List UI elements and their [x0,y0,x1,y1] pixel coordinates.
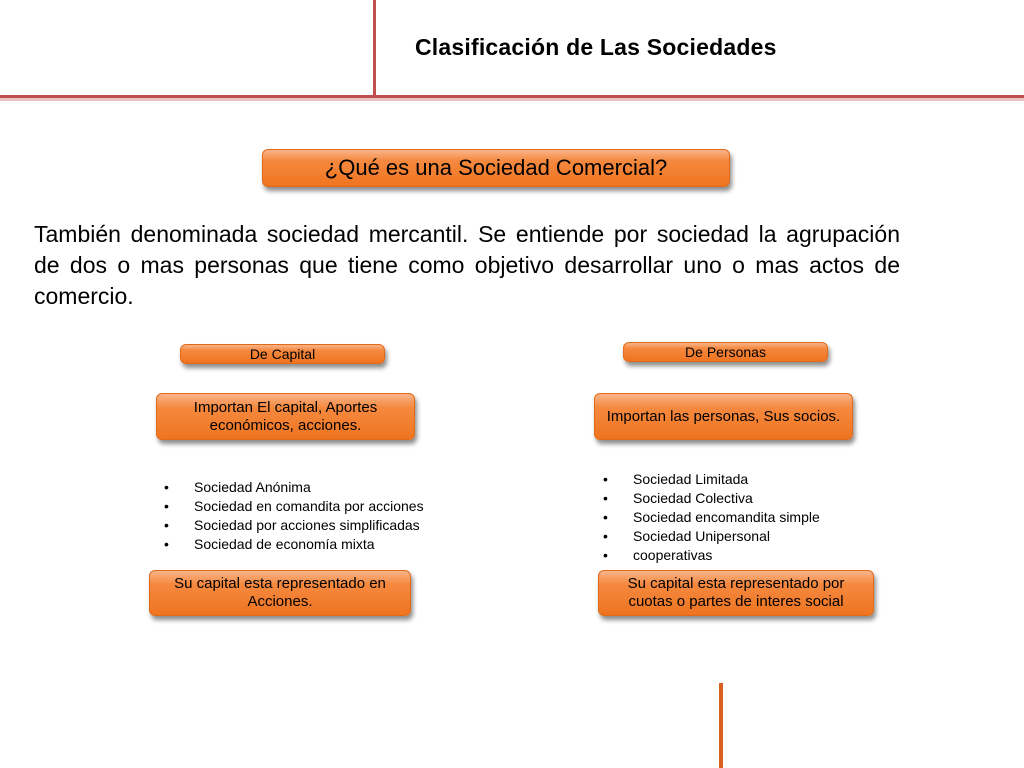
question-text: ¿Qué es una Sociedad Comercial? [324,154,668,180]
personas-description-box [594,393,853,440]
capital-footer: Su capital esta representado en Acciones. [174,575,386,610]
header-divider-shadow [0,98,1024,101]
list-item: • Sociedad en comandita por acciones [160,497,470,516]
capital-footer-box [149,570,411,616]
personas-footer-box [598,570,874,616]
personas-list [599,470,889,565]
capital-description-box [156,393,415,440]
capital-label: De Capital [249,345,316,362]
capital-label-box [180,344,385,364]
bottom-vertical-divider [719,683,723,768]
list-item: • Sociedad Colectiva [599,489,889,508]
list-item: • Sociedad de economía mixta [160,535,470,554]
personas-description: Importan las personas, Sus socios. [606,407,841,425]
capital-list [160,478,470,554]
capital-description: Importan El capital, Aportes económicos, acciones. [193,398,378,434]
list-item: • Sociedad por acciones simplificadas [160,516,470,535]
intro-paragraph: También denominada sociedad mercantil. Se entiende por sociedad la agrupación de dos o mas personas que tiene como objetivo desarrollar uno o mas actos de comercio. [34,221,900,309]
personas-label-box [623,342,828,362]
list-item: • Sociedad Anónima [160,478,470,497]
list-item: • Sociedad Limitada [599,470,889,489]
personas-footer: Su capital esta representado por cuotas o partes de interes social [627,575,845,610]
personas-label: De Personas [685,343,766,360]
list-item: • cooperativas [599,546,889,565]
header-vertical-divider [373,0,376,97]
list-item: • Sociedad Unipersonal [599,527,889,546]
slide-title: Clasificación de Las Sociedades [415,34,777,60]
list-item: • Sociedad encomandita simple [599,508,889,527]
question-box [262,149,730,187]
